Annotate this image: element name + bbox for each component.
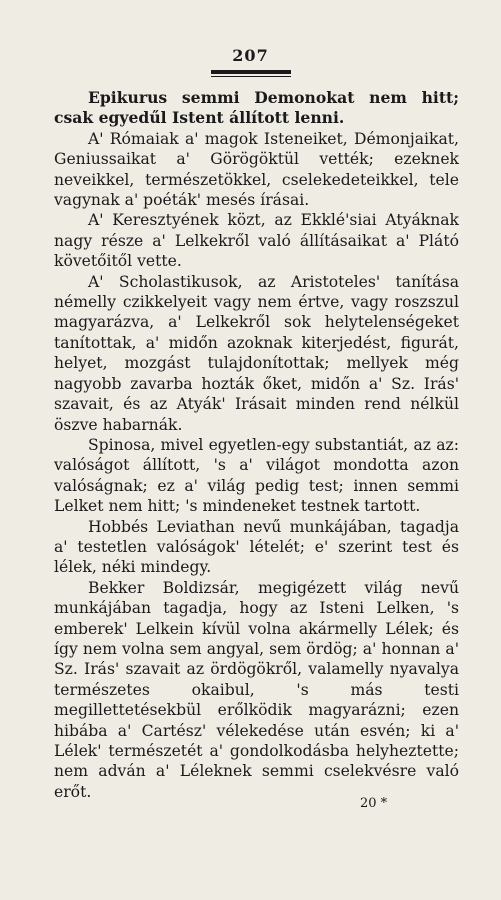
page-number: 207 — [232, 46, 269, 65]
paragraph-romaiak: A' Rómaiak a' magok Isteneiket, Démonjaikat, Geniussaikat a' Görögöktül vették; ezeknek neveikkel, természetökkel, cselekedeteikkel, tele vagynak a' poéták' mesés írásai. — [54, 129, 459, 210]
paragraph-spinosa: Spinosa, mivel egyetlen-egy substantiát, az az: valóságot állított, 's a' világot mondotta azon valóságnak; ez a' világ pedig test; innen semmi Lelket nem hitt; 's mindeneket testnek tartott. — [54, 435, 459, 516]
paragraph-hobbes: Hobbés Leviathan nevű munkájában, tagadja a' testetlen valóságok' lételét; e' szerint test és lélek, néki mindegy. — [54, 517, 459, 577]
paragraph-keresztyenek: A' Keresztyének közt, az Ekklé'siai Atyáknak nagy része a' Lelkekről való állításaikat a' Plátó követőitől vette. — [54, 211, 459, 271]
paragraph-epikurus: Epikurus semmi Demonokat nem hitt; csak egyedűl Istent állított lenni. — [54, 88, 459, 128]
body-text — [54, 88, 459, 802]
header-rule-thin — [211, 76, 291, 77]
printer-signature: 20 * — [360, 796, 388, 811]
paragraph-scholastikusok: A' Scholastikusok, az Aristoteles' tanítása némelly czikkelyeit vagy nem értve, vagy roszszul magyarázva, a' Lelkekről sok helytelenségeket tanítottak, a' midőn azoknak kiterjedést, figurát, helyet, mozgást tulajdonítottak; mellyek még nagyobb zavarba hozták őket, midőn a' Sz. Irás' szavait, és az Atyák' Irásait minden rend nélkül öszve habarnák. — [54, 272, 459, 434]
paragraph-bekker: Bekker Boldizsár, megigézett világ nevű munkájában tagadja, hogy az Isteni Lelken, 's emberek' Lelkein kívül volna akármelly Lélek; és így nem volna sem angyal, sem ördög; a' honnan a' Sz. Irás' szavait az ördögökről, valamelly nyavalya természetes okaibul, 's más testi megillettetésekbül erőlködik magyarázni; ezen hibába a' Cartész' vélekedése után esvén; ki a' Lélek' természetét a' gondolkodásba helyheztette; nem adván a' Léleknek semmi cselekvésre való erőt. — [54, 578, 459, 801]
header-rule-thick — [211, 70, 291, 74]
